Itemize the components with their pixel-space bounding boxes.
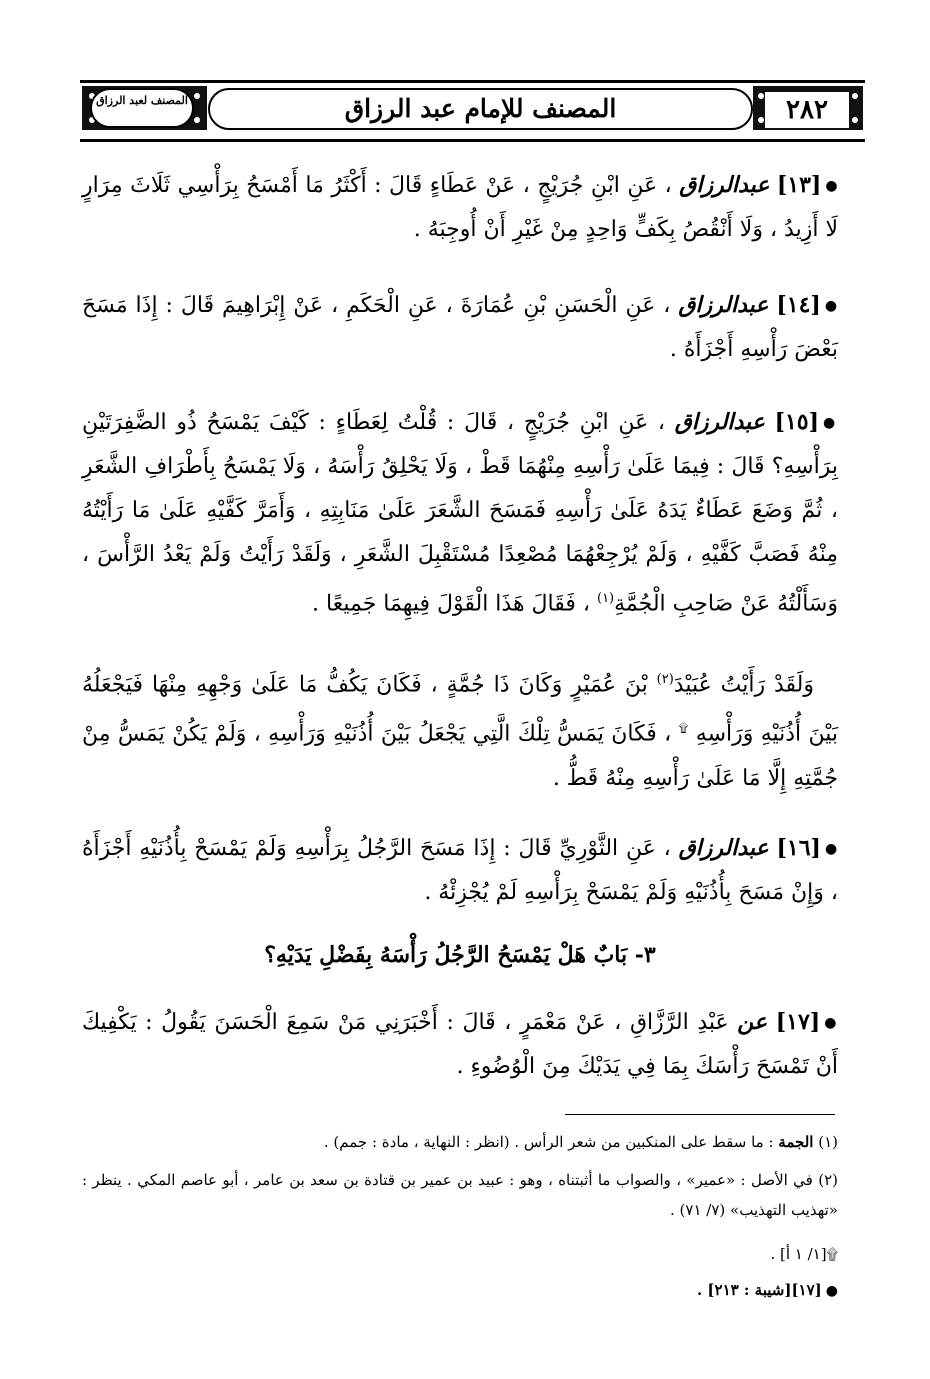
running-title: المصنف للإمام عبد الرزاق	[344, 94, 617, 123]
cont-text-b: بْنَ عُمَيْرٍ وَكَانَ ذَا جُمَّةٍ ، فَكَانَ يَكُفُّ مَا عَلَىٰ وَجْهِهِ مِنْهَا فَيَجْعَلُهُ بَيْنَ أُذُنَيْهِ وَرَأْسِهِ	[82, 672, 839, 747]
bullet-icon: ●	[824, 1015, 839, 1031]
entry-author: عبدالرزاق	[674, 409, 765, 435]
entry-author: عبدالرزاق	[678, 835, 769, 861]
page-number: ٢٨٢	[765, 92, 849, 128]
entry-text: عَبْدِ الرَّزَّاقِ ، عَنْ مَعْمَرٍ ، قَالَ : أَخْبَرَنِي مَنْ سَمِعَ الْحَسَنَ يَقُولُ : يَكْفِيكَ أَنْ تَمْسَحَ رَأْسَكَ بِمَا فِي يَدَيْكَ مِنَ الْوُضُوءِ .	[82, 1010, 838, 1079]
footnote-number: (٢)	[818, 1171, 838, 1189]
cont-text-c: ، فَكَانَ يَمَسُّ تِلْكَ الَّتِي يَجْعَلُ بَيْنَ أُذُنَيْهِ وَرَأْسِهِ ، وَلَمْ يَكُنْ يَمَسُّ مِنْ جُمَّتِهِ إِلَّا مَا عَلَىٰ رَأْسِهِ مِنْهُ قَطُّ .	[82, 721, 838, 791]
entry-author: عبدالرزاق	[679, 172, 770, 198]
hadith-entry-17	[82, 1000, 838, 1089]
page-header	[80, 80, 865, 142]
entry-number: [١٣]	[776, 172, 822, 198]
footnote-term: الجمة	[778, 1133, 814, 1151]
manuscript-reference	[82, 1239, 838, 1269]
footnote-separator	[565, 1114, 835, 1115]
footnote-2	[82, 1165, 838, 1225]
entry-number: [١٥]	[774, 409, 820, 435]
manuscript-marker-icon: ۩	[826, 1245, 838, 1263]
entry-number: [١٧]	[775, 1009, 821, 1035]
entry-author: عبدالرزاق	[678, 292, 769, 318]
bullet-icon: ●	[823, 415, 838, 431]
bullet-icon: ●	[825, 1283, 838, 1299]
footnote-number: (١)	[818, 1133, 838, 1151]
entry-text: ، عَنِ ابْنِ جُرَيْجٍ ، قَالَ : قُلْتُ لِعَطَاءٍ : كَيْفَ يَمْسَحُ ذُو الضَّفِرَتَيْنِ بِرَأْسِهِ؟ قَالَ : فِيمَا عَلَىٰ رَأْسِهِ مِنْهُمَا قَطْ ، وَلَا يَحْلِقُ رَأْسَهُ ، وَلَا يَمْسَحُ بِأَطْرَافِ الشَّعَرِ ، ثُمَّ وَضَعَ عَطَاءٌ يَدَهُ عَلَىٰ رَأْسِهِ فَمَسَحَ الشَّعَرَ عَلَىٰ مَنَابِتِهِ ، وَأَمَرَّ كَفَّيْهِ عَلَىٰ مَا رَأَيْتُهُ مِنْهُ فَصَبَّ كَفَّيْهِ ، وَلَمْ يُرْجِعْهُمَا مُصْعِدًا مُسْتَقْبِلَ الشَّعَرِ ، وَلَقَدْ رَأَيْتُ وَلَمْ يَعْدُ الرَّأْسَ ، وَسَأَلْتُهُ عَنْ صَاحِبِ الْجُمَّةِ	[82, 410, 838, 617]
seal-text: المصنف لعبد الرزاق	[96, 94, 188, 107]
cont-text-a: وَلَقَدْ رَأَيْتُ عُبَيْدَ	[673, 672, 814, 698]
entry-text: ، عَنِ ابْنِ جُرَيْجٍ ، عَنْ عَطَاءٍ قَالَ : أَكْثَرُ مَا أَمْسَحُ بِرَأْسِي ثَلَاثَ مِرَارٍ لَا أَزِيدُ ، وَلَا أَنْقُصُ بِكَفٍّ وَاحِدٍ مِنْ غَيْرِ أَنْ أُوجِبَهُ .	[82, 173, 838, 242]
entry-lead: عن	[737, 1009, 768, 1035]
parallel-ref-text: [شيبة : ٢١٣] .	[696, 1281, 792, 1299]
hadith-entry-13	[82, 163, 838, 252]
bullet-icon: ●	[824, 841, 838, 857]
entry-text: ، عَنِ الثَّوْرِيِّ قَالَ : إِذَا مَسَحَ الرَّجُلُ بِرَأْسِهِ وَلَمْ يَمْسَحْ بِأُذُنَيْهِ أَجْزَأَهُ ، وَإِنْ مَسَحَ بِأُذُنَيْهِ وَلَمْ يَمْسَحْ بِرَأْسِهِ لَمْ يُجْزِئْهُ .	[82, 836, 838, 905]
footnote-ref-2[interactable]: (٢)	[656, 672, 674, 687]
bullet-icon: ●	[825, 178, 839, 194]
footnote-text: في الأصل : «عمير» ، والصواب ما أثبتناه ، وهو : عبيد بن عمير بن قتادة بن سعد بن عامر ، أبو عاصم المكي . ينظر : «تهذيب التهذيب» (٧/ ٧١) .	[82, 1171, 838, 1219]
hadith-entry-14	[82, 283, 838, 372]
parallel-ref-number: [١٧]	[791, 1281, 822, 1299]
manuscript-marker-icon: ۩	[678, 721, 689, 737]
manuscript-ref-text: [١/ ١ أ] .	[770, 1245, 827, 1263]
entry-number: [١٦]	[776, 835, 821, 861]
footnote-ref-1[interactable]: (١)	[596, 591, 615, 606]
chapter-heading: ٣- بَابٌ هَلْ يَمْسَحُ الرَّجُلُ رَأْسَهُ بِفَضْلِ يَدَيْهِ؟	[264, 942, 656, 968]
footnote-text: : ما سقط على المنكبين من شعر الرأس . (انظر : النهاية ، مادة : جمم) .	[323, 1133, 774, 1151]
entry-text: ، عَنِ الْحَسَنِ بْنِ عُمَارَةَ ، عَنِ الْحَكَمِ ، عَنْ إِبْرَاهِيمَ قَالَ : إِذَا مَسَحَ بَعْضَ رَأْسِهِ أَجْزَأَهُ .	[82, 293, 838, 362]
parallel-reference	[82, 1275, 838, 1306]
entry-number: [١٤]	[776, 292, 821, 318]
hadith-entry-16	[82, 826, 838, 915]
continuation-paragraph	[82, 658, 838, 801]
hadith-entry-15	[82, 400, 838, 626]
entry-text-cont: ، فَقَالَ هَذَا الْقَوْلَ فِيهِمَا جَمِيعًا .	[312, 591, 590, 617]
bullet-icon: ●	[824, 298, 838, 314]
footnote-1	[82, 1127, 838, 1157]
